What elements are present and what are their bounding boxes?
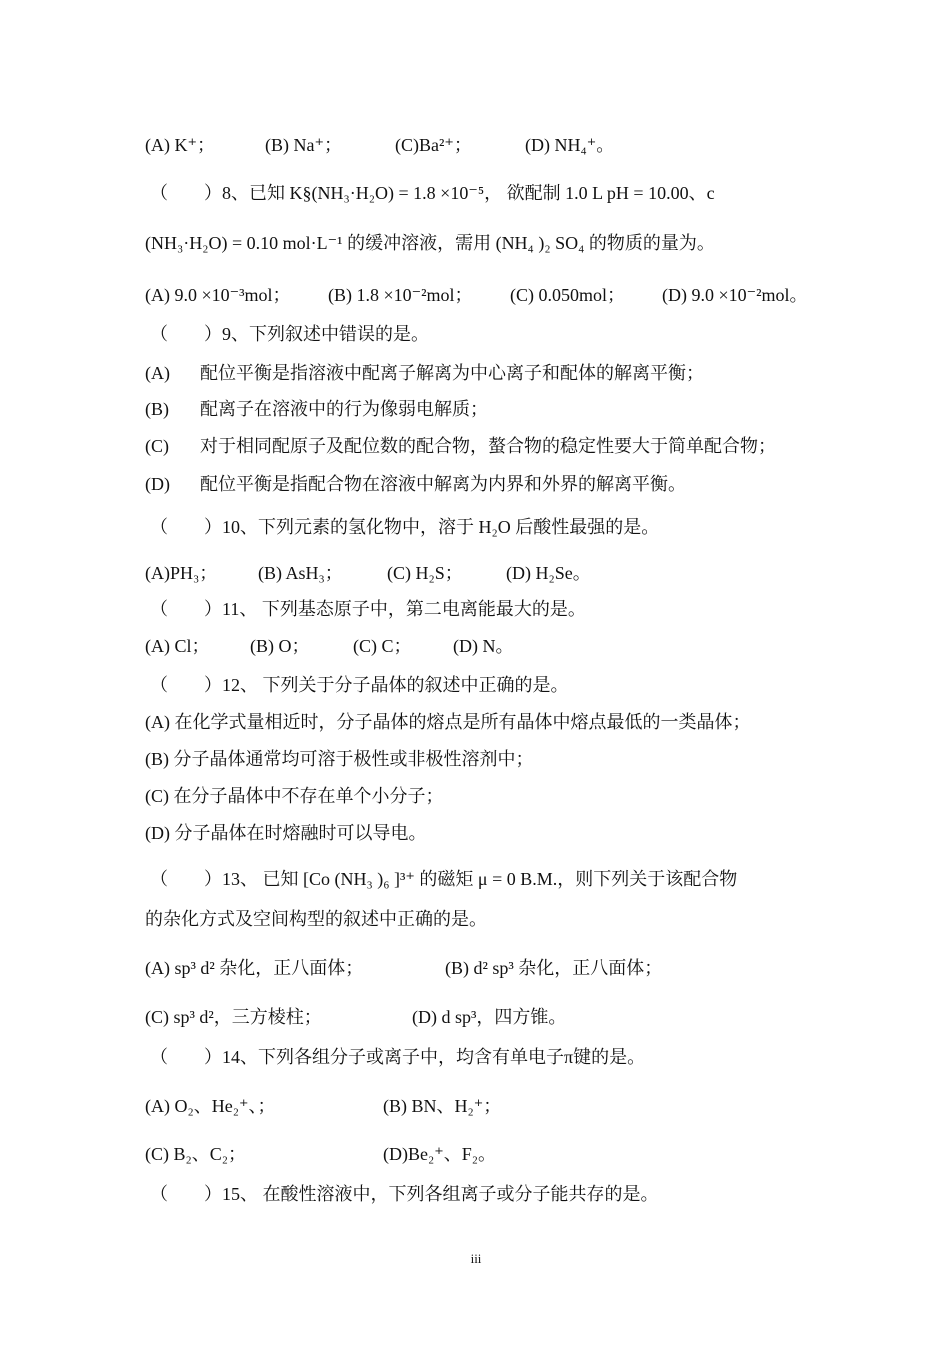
q8-option-a: (A) 9.0 ×10⁻³mol； <box>145 285 291 305</box>
q14-stem: （ ）14、下列各组分子或离子中，均含有单电子π键的是。 <box>150 1047 646 1067</box>
q10-option-c: (C) H₂S； <box>387 563 463 583</box>
page-number: iii <box>470 1251 482 1266</box>
q7-option-a: (A) K⁺； <box>145 135 215 155</box>
q9-option-d-text: 配位平衡是指配合物在溶液中解离为内界和外界的解离平衡。 <box>200 474 686 494</box>
q13-stem-line2: 的杂化方式及空间构型的叙述中正确的是。 <box>145 909 487 929</box>
q8-stem-line2: (NH₃·H₂O) = 0.10 mol·L⁻¹ 的缓冲溶液，需用 (NH₄ )₂ SO₄ 的物质的量为。 <box>145 233 715 253</box>
q13-option-c: (C) sp³ d²，三方棱柱； <box>145 1007 322 1027</box>
q8-stem-line1: （ ）8、已知 K§(NH₃·H₂O) = 1.8 ×10⁻⁵， 欲配制 1.0 L pH = 10.00、c <box>150 183 715 203</box>
q13-option-a: (A) sp³ d² 杂化，正八面体； <box>145 958 364 978</box>
q12-option-a: (A) 在化学式量相近时，分子晶体的熔点是所有晶体中熔点最低的一类晶体； <box>145 712 751 732</box>
q11-stem: （ ）11、 下列基态原子中，第二电离能最大的是。 <box>150 599 586 619</box>
q10-option-b: (B) AsH₃； <box>258 563 343 583</box>
q14-option-b: (B) BN、H₂⁺； <box>383 1096 502 1116</box>
q9-option-b-text: 配离子在溶液中的行为像弱电解质； <box>200 399 488 419</box>
q13-option-b: (B) d² sp³ 杂化，正八面体； <box>445 958 663 978</box>
q10-option-a: (A)PH₃； <box>145 563 218 583</box>
q12-option-d: (D) 分子晶体在时熔融时可以导电。 <box>145 823 427 843</box>
q13-option-d: (D) d sp³，四方锥。 <box>412 1007 567 1027</box>
q9-option-c-label: (C) <box>145 436 169 456</box>
q11-option-b: (B) O； <box>250 636 310 656</box>
q9-stem: （ ）9、下列叙述中错误的是。 <box>150 324 429 344</box>
q14-option-d: (D)Be₂⁺、F₂。 <box>383 1144 497 1164</box>
q12-stem: （ ）12、 下列关于分子晶体的叙述中正确的是。 <box>150 675 569 695</box>
q7-option-d: (D) NH₄⁺。 <box>525 135 615 155</box>
q9-option-a-text: 配位平衡是指溶液中配离子解离为中心离子和配体的解离平衡； <box>200 363 704 383</box>
q8-option-b: (B) 1.8 ×10⁻²mol； <box>328 285 473 305</box>
q9-option-b-label: (B) <box>145 399 169 419</box>
q8-option-d: (D) 9.0 ×10⁻²mol。 <box>662 285 808 305</box>
q10-option-d: (D) H₂Se。 <box>506 563 591 583</box>
q11-option-a: (A) Cl； <box>145 636 210 656</box>
q9-option-d-label: (D) <box>145 474 170 494</box>
q7-option-b: (B) Na⁺； <box>265 135 342 155</box>
q12-option-b: (B) 分子晶体通常均可溶于极性或非极性溶剂中； <box>145 749 534 769</box>
q7-option-c: (C)Ba²⁺； <box>395 135 472 155</box>
q9-option-c-text: 对于相同配原子及配位数的配合物，螯合物的稳定性要大于简单配合物； <box>200 436 776 456</box>
q15-stem: （ ）15、 在酸性溶液中，下列各组离子或分子能共存的是。 <box>150 1184 659 1204</box>
q11-option-d: (D) N。 <box>453 636 514 656</box>
q10-stem: （ ）10、下列元素的氢化物中，溶于 H₂O 后酸性最强的是。 <box>150 517 660 537</box>
q13-stem-line1: （ ）13、 已知 [Co (NH₃ )₆ ]³⁺ 的磁矩 μ = 0 B.M.，则下列关于该配合物 <box>150 869 738 889</box>
q11-option-c: (C) C； <box>353 636 412 656</box>
q8-option-c: (C) 0.050mol； <box>510 285 625 305</box>
q14-option-c: (C) B₂、C₂； <box>145 1144 247 1164</box>
q12-option-c: (C) 在分子晶体中不存在单个小分子； <box>145 786 444 806</box>
q14-option-a: (A) O₂、He₂⁺、； <box>145 1096 276 1116</box>
q9-option-a-label: (A) <box>145 363 170 383</box>
